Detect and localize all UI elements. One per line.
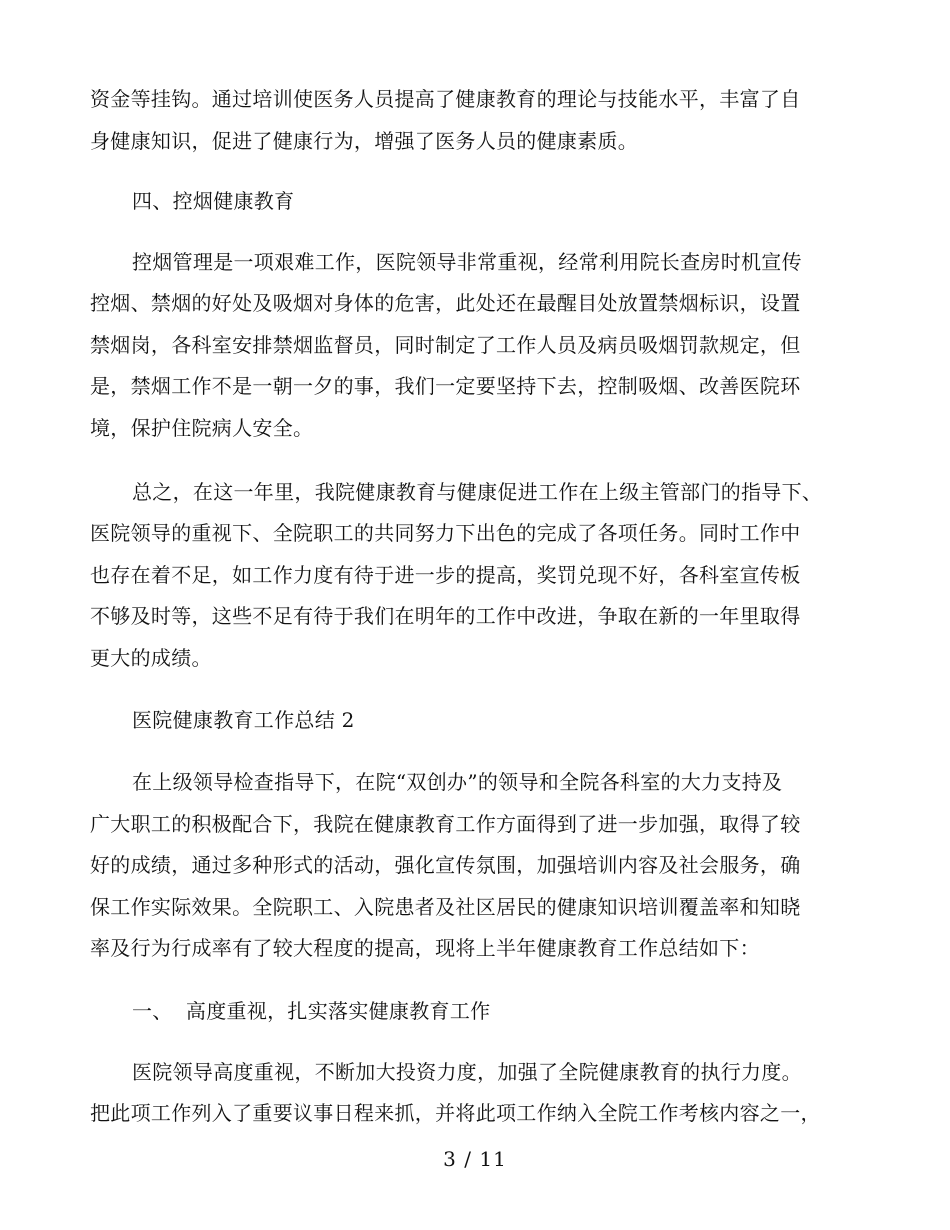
paragraph-first-line: 控烟管理是一项艰难工作，医院领导非常重视，经常利用院长查房时机宣传: [132, 250, 802, 274]
body-text-line: 控烟、禁烟的好处及吸烟对身体的危害，此处还在最醒目处放置禁烟标识，设置: [90, 291, 801, 315]
body-text-line: 资金等挂钩。通过培训使医务人员提高了健康教育的理论与技能水平，丰富了自: [90, 87, 801, 111]
body-text-line: 禁烟岗，各科室安排禁烟监督员，同时制定了工作人员及病员吸烟罚款规定，但: [90, 333, 801, 357]
body-text-line: 好的成绩，通过多种形式的活动，强化宣传氛围，加强培训内容及社会服务，确: [90, 853, 801, 877]
paragraph-first-line: 总之，在这一年里，我院健康教育与健康促进工作在上级主管部门的指导下、: [132, 480, 823, 504]
paragraph-first-line: 在上级领导检查指导下，在院“双创办”的领导和全院各科室的大力支持及: [132, 770, 783, 794]
body-text-line: 保工作实际效果。全院职工、入院患者及社区居民的健康知识培训覆盖率和知晓: [90, 895, 801, 919]
section-heading: 四、控烟健康教育: [132, 189, 295, 213]
body-text-line: 不够及时等，这些不足有待于我们在明年的工作中改进，争取在新的一年里取得: [90, 604, 801, 628]
paragraph-first-line: 医院领导高度重视，不断加大投资力度，加强了全院健康教育的执行力度。: [132, 1060, 802, 1084]
body-text-line: 更大的成绩。: [90, 646, 212, 670]
body-text-line: 广大职工的积极配合下，我院在健康教育工作方面得到了进一步加强，取得了较: [90, 812, 801, 836]
document-subtitle: 医院健康教育工作总结 2: [132, 708, 355, 732]
page-number: 3 / 11: [443, 1147, 507, 1171]
body-text-line: 率及行为行成率有了较大程度的提高，现将上半年健康教育工作总结如下：: [90, 936, 760, 960]
body-text-line: 把此项工作列入了重要议事日程来抓，并将此项工作纳入全院工作考核内容之一，: [90, 1101, 821, 1125]
body-text-line: 是，禁烟工作不是一朝一夕的事，我们一定要坚持下去，控制吸烟、改善医院环: [90, 374, 801, 398]
section-heading: 一、 高度重视，扎实落实健康教育工作: [132, 999, 491, 1023]
body-text-line: 境，保护住院病人安全。: [90, 416, 314, 440]
body-text-line: 身健康知识，促进了健康行为，增强了医务人员的健康素质。: [90, 129, 639, 153]
body-text-line: 医院领导的重视下、全院职工的共同努力下出色的完成了各项任务。同时工作中: [90, 521, 801, 545]
body-text-line: 也存在着不足，如工作力度有待于进一步的提高，奖罚兑现不好，各科室宣传板: [90, 563, 801, 587]
